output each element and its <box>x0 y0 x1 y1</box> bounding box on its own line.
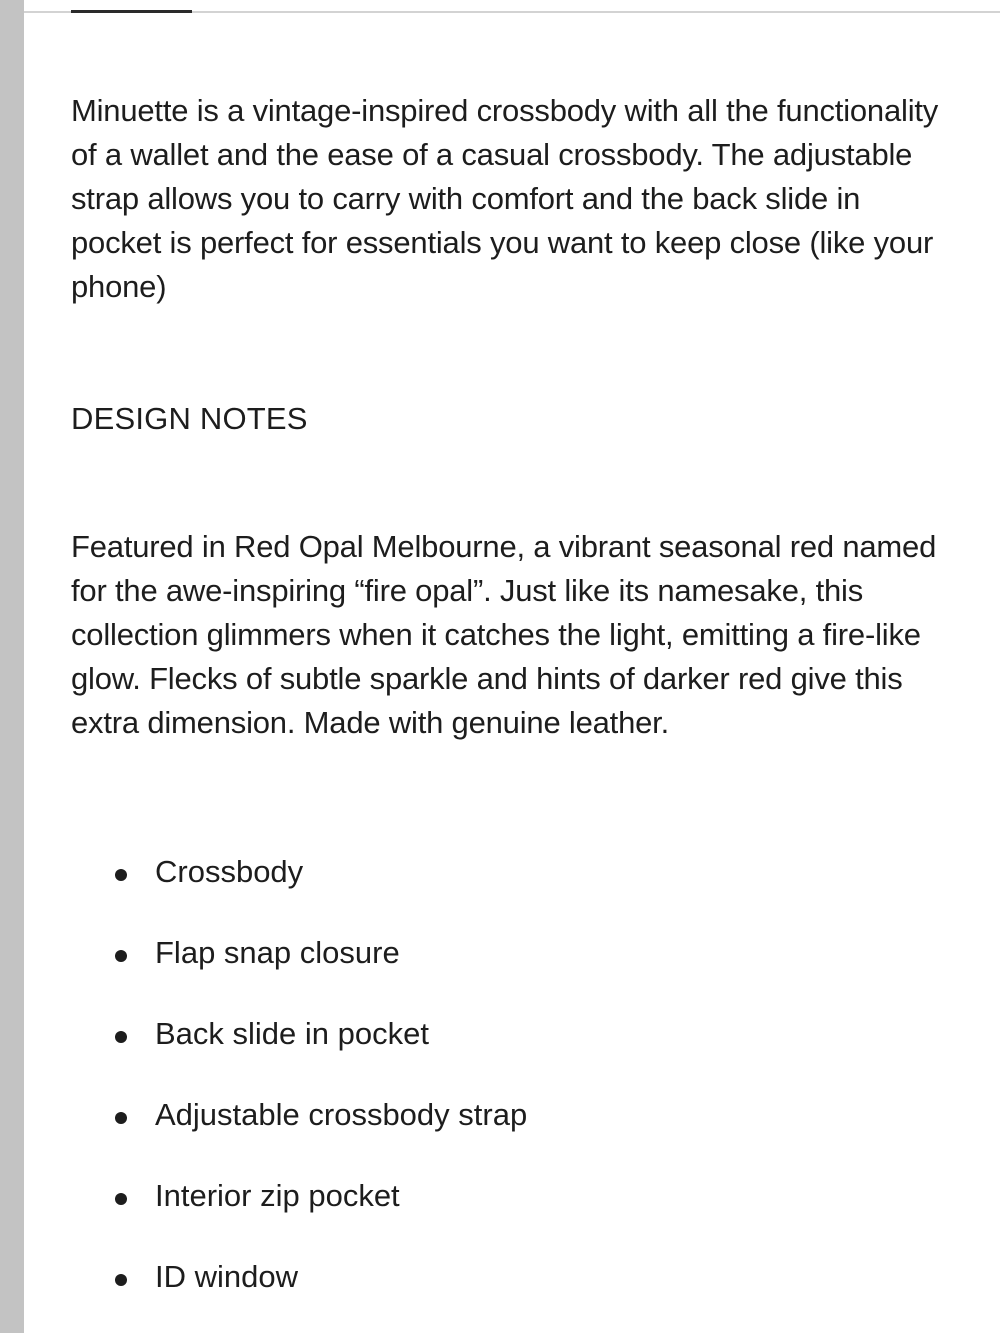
feature-label: Flap snap closure <box>155 935 400 970</box>
feature-list <box>71 850 971 1333</box>
bullet-icon <box>115 1112 127 1124</box>
list-item <box>71 850 971 931</box>
list-item <box>71 1093 971 1174</box>
active-tab-indicator <box>71 10 192 13</box>
bullet-icon <box>115 869 127 881</box>
bullet-icon <box>115 1031 127 1043</box>
product-description: Featured in Red Opal Melbourne, a vibrant seasonal red named for the awe-inspiring “fire opal”. Just like its namesake, this collection glimmers when it catches the light, emitting a fire-like glow. Flecks of subtle sparkle and hints of darker red give this extra dimension. Made with genuine leather. <box>71 529 937 740</box>
product-details <box>71 89 971 1333</box>
list-item <box>71 1012 971 1093</box>
feature-label: ID window <box>155 1259 298 1294</box>
bullet-icon <box>115 1274 127 1286</box>
product-intro: Minuette is a vintage-inspired crossbody with all the functionality of a wallet and the ease of a casual crossbody. The adjustable strap allows you to carry with comfort and the back slide in pocket is perfect for essentials you want to keep close (like your phone) <box>71 93 939 304</box>
page-left-rail <box>0 0 24 1333</box>
bullet-icon <box>115 1193 127 1205</box>
list-item <box>71 1174 971 1255</box>
feature-label: Adjustable crossbody strap <box>155 1097 528 1132</box>
bullet-icon <box>115 950 127 962</box>
feature-label: Back slide in pocket <box>155 1016 429 1051</box>
list-item <box>71 931 971 1012</box>
design-notes-heading: DESIGN NOTES <box>71 401 308 436</box>
feature-label: Interior zip pocket <box>155 1178 400 1213</box>
feature-label: Crossbody <box>155 854 304 889</box>
list-item <box>71 1255 971 1333</box>
